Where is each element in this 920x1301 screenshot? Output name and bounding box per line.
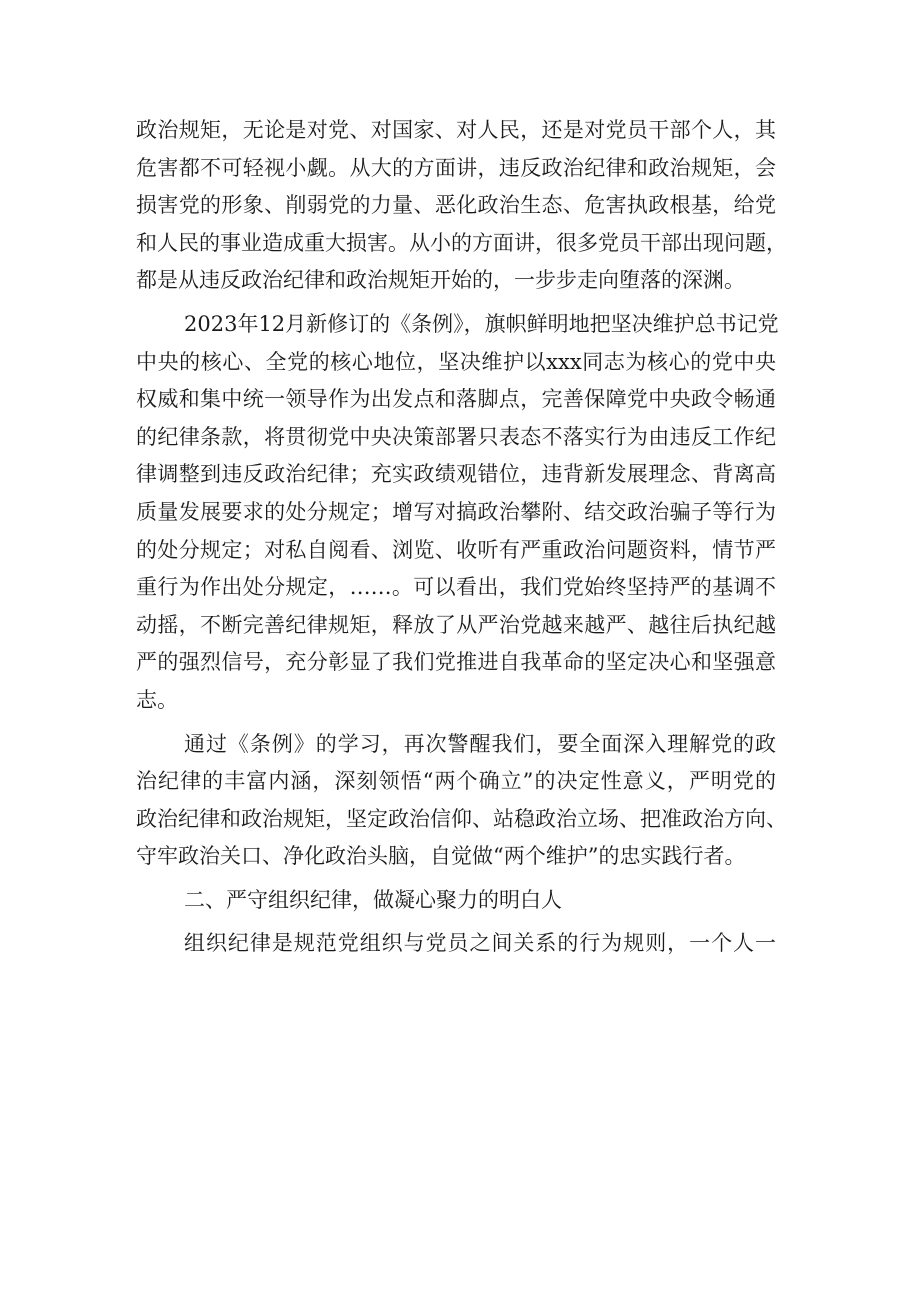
text-line: 通过《条例》的学习，再次警醒我们，要全面深入理解党的政 — [184, 731, 776, 756]
text-line: 志。 — [136, 687, 178, 712]
text-line: 损害党的形象、削弱党的力量、恶化政治生态、危害执政根基，给党 — [136, 193, 776, 218]
paragraph-2 — [136, 306, 779, 720]
text-line: 守牢政治关口、净化政治头脑，自觉做“两个维护”的忠实践行者。 — [136, 844, 746, 869]
text-line: 质量发展要求的处分规定；增写对搞政治攀附、结交政治骗子等行为 — [136, 499, 776, 524]
text-line: 严的强烈信号，充分彰显了我们党推进自我革命的坚定决心和坚强意 — [136, 650, 776, 675]
text-line: 权威和集中统一领导作为出发点和落脚点，完善保障党中央政令畅通 — [136, 387, 776, 412]
text-line: 政治纪律和政治规矩，坚定政治信仰、站稳政治立场、把准政治方向、 — [136, 806, 787, 831]
text-line: 中央的核心、全党的核心地位，坚决维护以xxx同志为核心的党中央 — [136, 349, 776, 374]
paragraph-1 — [136, 112, 787, 300]
text-line: 危害都不可轻视小觑。从大的方面讲，违反政治纪律和政治规矩，会 — [136, 155, 776, 180]
section-heading — [136, 882, 776, 920]
text-line: 的纪律条款，将贯彻党中央决策部署只表态不落实行为由违反工作纪 — [136, 424, 776, 449]
text-line: 律调整到违反政治纪律；充实政绩观错位，违背新发展理念、背离高 — [136, 462, 776, 487]
text-line: 治纪律的丰富内涵，深刻领悟“两个确立”的决定性意义，严明党的 — [136, 769, 776, 794]
paragraph-5 — [136, 925, 776, 963]
text-line: 组织纪律是规范党组织与党员之间关系的行为规则，一个人一 — [184, 931, 776, 956]
document-body — [136, 112, 787, 963]
text-line: 动摇，不断完善纪律规矩，释放了从严治党越来越严、越往后执纪越 — [136, 612, 776, 637]
text-line: 重行为作出处分规定，……。可以看出，我们党始终坚持严的基调不 — [136, 575, 776, 600]
text-line: 政治规矩，无论是对党、对国家、对人民，还是对党员干部个人，其 — [136, 118, 776, 142]
text-line: 都是从违反政治纪律和政治规矩开始的，一步步走向堕落的深渊。 — [136, 268, 745, 293]
text-line: 2023年12月新修订的《条例》，旗帜鲜明地把坚决维护总书记党 — [184, 311, 779, 336]
text-line: 的处分规定；对私自阅看、浏览、收听有严重政治问题资料，情节严 — [136, 537, 776, 562]
text-line: 和人民的事业造成重大损害。从小的方面讲，很多党员干部出现问题， — [136, 230, 787, 255]
heading-line: 二、严守组织纪律，做凝心聚力的明白人 — [184, 887, 562, 912]
paragraph-3 — [136, 726, 787, 876]
